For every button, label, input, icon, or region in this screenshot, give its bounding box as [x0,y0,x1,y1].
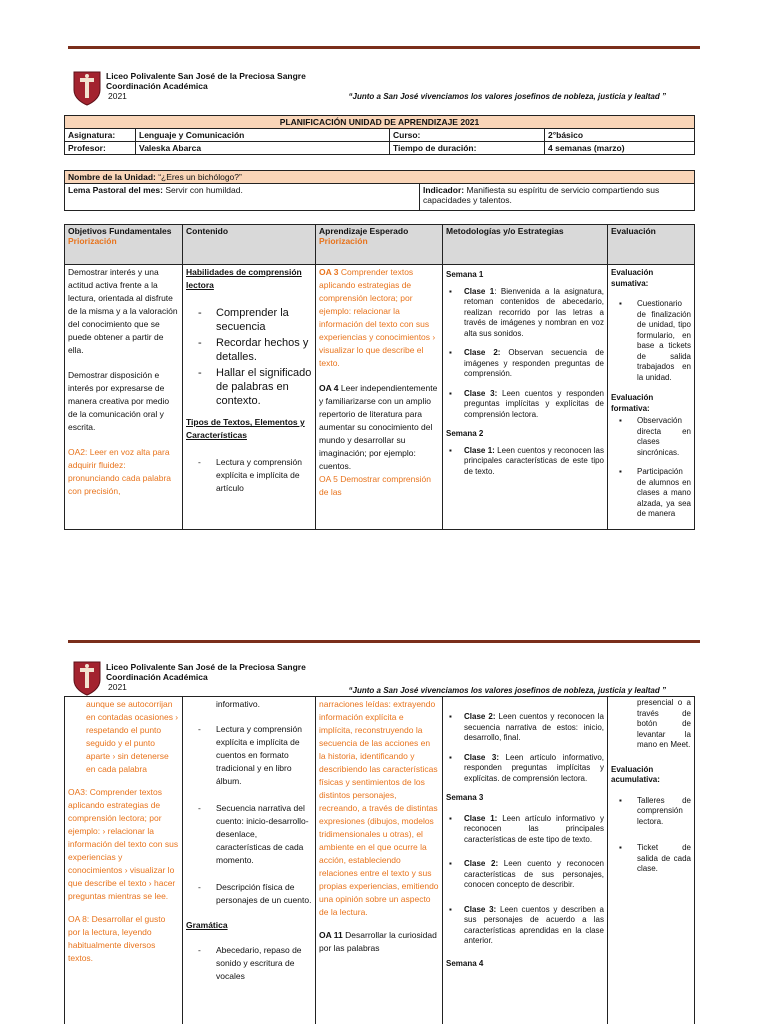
clase-text: Leen artículo informativo y reconocen las principales características de este tipo de texto. [464,813,604,844]
evaluacion-sumativa-heading: Evaluación sumativa: [611,268,654,288]
header-year: 2021 [108,682,127,692]
col-objetivos-header [65,225,183,265]
evaluacion-item: ▪ Ticket de salida de cada clase. [611,843,691,875]
profesor-label: Profesor: [65,142,136,155]
col-aprendizaje-title: Aprendizaje Esperado [319,226,409,236]
lema-value: Servir con humildad. [162,185,243,195]
header-year: 2021 [108,91,127,101]
department-name: Coordinación Académica [106,81,208,91]
clase-label: Clase 2: [464,859,499,868]
col-objetivos-title: Objetivos Fundamentales [68,226,172,236]
clase-item [446,446,604,478]
page-2 [0,600,768,1024]
curso-label: Curso: [390,129,545,142]
objetivos-cell-p2 [65,697,183,1024]
objetivo-oa3: OA3: Comprender textos aplicando estrategias de comprensión lectora; por ejemplo: › relacionar la información del texto con sus experiencias y conocimientos › visualizar lo que describe el texto › hacer preguntas mientras se lee. [68,787,179,901]
institution-block [106,71,306,101]
objetivo-oa8: OA 8: Desarrollar el gusto por la lectura, leyendo habitualmente diversos textos. [68,914,166,963]
aprendizaje-continuation: narraciones leídas: extrayendo información explícita e implícita, reconstruyendo la secuencia de las acciones en la historia, identificando y describiendo las características físicas y sentimientos de los distintos personajes, recreando, a través de distintas expresiones (dibujos, modelos tridimensionales u otras), el ambiente en el que ocurre la acción, estableciendo relaciones entre el texto y sus propias experiencias, emitiendo una opinión sobre un aspecto de la lectura. [319,699,439,917]
school-motto: “Junto a San José vivenciamos los valores josefinos de nobleza, justicia y lealtad ” [348,92,666,101]
contenido-list [186,723,312,907]
clase-text: Leen cuentos y responden preguntas implícitas y explícitas de comprensión lectora. [464,388,604,419]
clase-label: Clase 1: [464,445,495,455]
planning-table-page-1 [64,224,695,530]
oa11-text: Desarrollar la curiosidad por las palabras [319,930,437,953]
header-rule [68,640,700,643]
clase-text: : Bienvenida a la asignatura, retoman contenidos de abecedario, realizan recorrido por las letras a través de imágenes y nombran en voz alta sus sonidos. [464,286,604,338]
clase-text: Leen cuentos y reconocen la secuencia narrativa de estos: inicio, desarrollo, final. [464,712,604,742]
semana-4-label: Semana 4 [446,958,484,968]
contenido-item: - Lectura y comprensión explícita e implícita de cuentos en formato tradicional y en libro álbum. [186,723,312,788]
plan-title: PLANIFICACIÓN UNIDAD DE APRENDIZAJE 2021 [65,116,695,129]
contenido-heading-tipos: Tipos de Textos, Elementos y Características [186,417,305,440]
contenido-item: - Descripción física de personajes de un cuento. [186,881,312,907]
profesor-value: Valeska Abarca [136,142,390,155]
school-crest-icon [72,70,102,106]
school-motto: “Junto a San José vivenciamos los valores josefinos de nobleza, justicia y lealtad ” [348,686,666,695]
semana-2-label: Semana 2 [446,429,484,438]
formativa-list [611,416,691,520]
semana-2-list-cont [446,712,604,784]
oa3-text: Comprender textos aplicando estrategias de comprensión lectora; por ejemplo: relacionar la información del texto con sus experiencias y conocimientos › visualizar lo que describe el texto. [319,267,436,368]
evaluacion-continuation: presencial o a través de botón de levantar la mano en Meet. [637,698,691,749]
unit-info-table [64,170,695,211]
oa4-label: OA 4 [319,383,339,393]
col-aprendizaje-sub: Priorización [319,236,368,246]
lema-cell [65,184,420,211]
indicador-label: Indicador: [423,185,465,195]
tipos-list [186,456,312,495]
indicador-value: Manifiesta su espíritu de servicio compartiendo sus capacidades y talentos. [423,185,660,205]
objetivo-text-2: Demostrar disposición e interés por expresarse de manera creativa por medio de la comunicación oral y escrita. [68,370,170,432]
tipo-item: - Lectura y comprensión explícita e implícita de artículo [186,456,312,495]
objetivo-continuation: aunque se autocorrijan en contadas ocasiones › respetando el punto seguido y el punto aparte › sin detenerse en cada palabra [86,699,179,774]
contenido-cell-p1 [183,265,316,530]
clase-label: Clase 3: [464,752,499,762]
aprendizaje-oa11 [319,929,439,955]
contenido-item: - Secuencia narrativa del cuento: inicio-desarrollo-desenlace, características de cada momento. [186,802,312,867]
gramatica-list [186,944,312,983]
clase-label: Clase 3: [464,904,497,914]
gramatica-item: - Abecedario, repaso de sonido y escritura de vocales [186,944,312,983]
curso-value: 2°básico [545,129,695,142]
unit-name-cell [65,171,695,184]
habilidad-item: - Comprender la secuencia [186,306,312,334]
clase-label: Clase 2: [464,348,501,357]
aprendizaje-oa3 [319,266,439,370]
duracion-value: 4 semanas (marzo) [545,142,695,155]
aprendizaje-cell-p1 [316,265,443,530]
header-rule [68,46,700,49]
school-name: Liceo Polivalente San José de la Preciosa Sangre [106,662,306,672]
clase-item [446,712,604,744]
col-objetivos-sub: Priorización [68,236,117,246]
semana-1-list [446,287,604,421]
habilidad-item: - Hallar el significado de palabras en contexto. [186,366,312,408]
evaluacion-item: ▪ Observación directa en clases sincrónicas. [611,416,691,458]
evaluacion-acumulativa-heading: Evaluación acumulativa: [611,764,660,784]
clase-label: Clase 1 [464,286,495,296]
objetivo-oa2: OA2: Leer en voz alta para adquirir fluidez: pronunciando cada palabra con precisión, [68,447,172,496]
unit-name-label: Nombre de la Unidad: [68,172,156,182]
evaluacion-item: ▪ Participación de alumnos en clases a mano alzada, ya sea de manera [611,467,691,520]
col-aprendizaje-header [316,225,443,265]
habilidad-item: - Recordar hechos y detalles. [186,336,312,364]
oa3-label: OA 3 [319,267,339,277]
asignatura-label: Asignatura: [65,129,136,142]
clase-label: Clase 1: [464,813,498,823]
clase-text: Leen artículo informativo, responden preguntas implícitas y explícitas. de comprensión lectora. [464,752,604,783]
semana-1-label: Semana 1 [446,270,484,279]
clase-label: Clase 3: [464,388,498,398]
col-contenido-header: Contenido [183,225,316,265]
clase-text: Leen cuentos y reconocen las principales características de este tipo de texto. [464,445,604,476]
oa4-text: Leer independientemente y familiarizarse con un amplio repertorio de literatura para aumentar su conocimiento del mundo y desarrollar su imaginación; por ejemplo: cuentos. [319,383,438,471]
objetivos-cell-p1 [65,265,183,530]
school-name: Liceo Polivalente San José de la Preciosa Sangre [106,71,306,81]
clase-item [446,348,604,380]
contenido-heading-habilidades: Habilidades de comprensión lectora [186,267,302,290]
lema-label: Lema Pastoral del mes: [68,185,163,195]
plan-info-table [64,115,695,155]
clase-text: Leen cuento y reconocen características de sus personajes, conocen concepto de describir. [464,859,604,889]
aprendizaje-oa5: OA 5 Demostrar comprensión de las [319,474,431,497]
clase-label: Clase 2: [464,712,496,721]
clase-item [446,905,604,947]
metodologias-cell-p2 [443,697,608,1024]
evaluacion-item: ▪ Talleres de comprensión lectora. [611,796,691,828]
clase-item [446,859,604,891]
metodologias-cell-p1 [443,265,608,530]
semana-3-label: Semana 3 [446,793,484,802]
oa11-label: OA 11 [319,930,343,940]
duracion-label: Tiempo de duración: [390,142,545,155]
clase-text: Observan secuencia de imágenes y responden preguntas de comprensión. [464,348,604,378]
habilidades-list [186,306,312,408]
semana-3-list [446,814,604,947]
col-metodologias-header: Metodologías y/o Estrategias [443,225,608,265]
unit-name-value: “¿Eres un bichólogo?” [155,172,242,182]
institution-block [106,662,306,692]
acumulativa-list [611,796,691,875]
objetivo-text-1: Demostrar interés y una actitud activa frente a la lectura, orientada al disfrute de la misma y a la valoración del conocimiento que se puede obtener a partir de ella. [68,267,178,355]
indicador-cell [420,184,695,211]
clase-text: Leen cuentos y describen a sus personajes de acuerdo a las características aprendidas en la clase anterior. [464,904,604,945]
planning-table-page-2 [64,696,695,1024]
clase-item [446,287,604,340]
aprendizaje-oa4 [319,382,439,473]
evaluacion-formativa-heading: Evaluación formativa: [611,393,654,413]
clase-item [446,814,604,846]
clase-item [446,389,604,421]
aprendizaje-cell-p2 [316,697,443,1024]
school-crest-icon [72,660,102,696]
sumativa-list [611,299,691,383]
asignatura-value: Lenguaje y Comunicación [136,129,390,142]
contenido-cell-p2 [183,697,316,1024]
clase-item [446,753,604,785]
evaluacion-cell-p2 [608,697,695,1024]
evaluacion-item: ▪ Cuestionario de finalización de unidad, tipo formulario, en base a tickets de salida trabajados en la unidad. [611,299,691,383]
col-evaluacion-header: Evaluación [608,225,695,265]
contenido-heading-gramatica: Gramática [186,920,228,930]
department-name: Coordinación Académica [106,672,208,682]
contenido-continuation: informativo. [216,699,260,709]
evaluacion-cell-p1 [608,265,695,530]
semana-2-list [446,446,604,478]
